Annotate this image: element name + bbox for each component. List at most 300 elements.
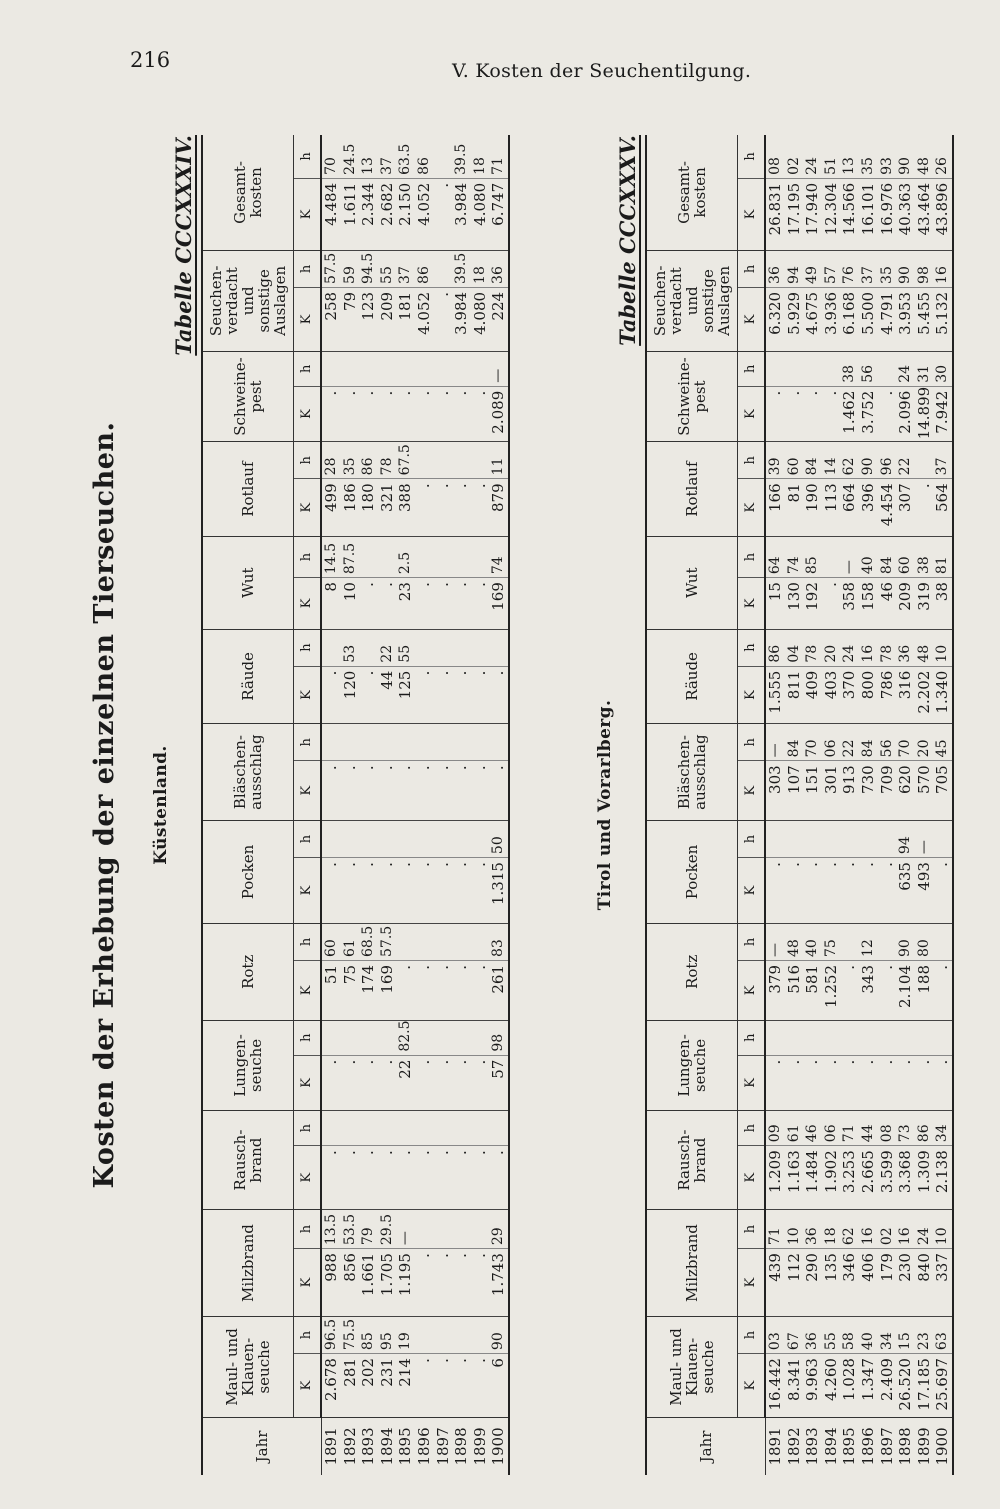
heller-cell: 18 xyxy=(822,1210,841,1249)
heller-cell: 83 xyxy=(489,923,509,960)
kronen-cell: 151 xyxy=(803,761,822,821)
kronen-cell: . xyxy=(415,386,434,442)
heller-cell: 78 xyxy=(878,629,897,666)
unit-header-k: K xyxy=(738,1146,766,1210)
table-row xyxy=(471,135,490,1475)
kronen-cell: . xyxy=(415,1354,434,1418)
heller-cell: 03 xyxy=(765,1317,785,1354)
kronen-cell: 125 xyxy=(396,666,415,724)
kronen-cell: 179 xyxy=(878,1249,897,1317)
heller-cell xyxy=(452,629,471,666)
kronen-cell: 4.791 xyxy=(878,287,897,351)
heller-cell: 14.5 xyxy=(321,536,341,577)
kronen-cell: 2.202 xyxy=(915,666,934,724)
heller-cell: 55 xyxy=(822,1317,841,1354)
heller-cell: 90 xyxy=(489,1317,509,1354)
heller-cell: 86 xyxy=(765,629,785,666)
heller-cell: 61 xyxy=(341,923,360,960)
kronen-cell: 281 xyxy=(341,1354,360,1418)
heller-cell xyxy=(489,629,509,666)
table-row xyxy=(415,135,434,1475)
kronen-cell: . xyxy=(471,386,490,442)
table-row xyxy=(803,135,822,1475)
kronen-cell: . xyxy=(359,1055,378,1111)
kronen-cell: . xyxy=(452,666,471,724)
kronen-cell: . xyxy=(452,960,471,1020)
kronen-cell: . xyxy=(933,1055,953,1111)
heller-cell: 48 xyxy=(915,629,934,666)
kronen-cell: . xyxy=(396,761,415,821)
kronen-cell: 4.454 xyxy=(878,479,897,537)
kronen-cell: . xyxy=(471,666,490,724)
kronen-cell: 879 xyxy=(489,479,509,537)
kronen-cell: . xyxy=(359,578,378,629)
heller-cell xyxy=(359,536,378,577)
heller-cell xyxy=(341,1020,360,1055)
unit-header-k: K xyxy=(294,1249,322,1317)
heller-cell: 80 xyxy=(915,923,934,960)
heller-cell: 38 xyxy=(915,536,934,577)
kronen-cell: . xyxy=(822,858,841,924)
heller-cell: 74 xyxy=(785,536,804,577)
unit-header-k: K xyxy=(738,858,766,924)
unit-header-h: h xyxy=(738,1111,766,1146)
heller-cell xyxy=(378,536,397,577)
kronen-cell: 1.462 xyxy=(840,386,859,442)
unit-header-h: h xyxy=(294,442,322,479)
heller-cell xyxy=(359,724,378,761)
heller-cell: 90 xyxy=(896,135,915,178)
kronen-cell: 113 xyxy=(822,479,841,537)
kronen-cell: . xyxy=(765,386,785,442)
heller-cell xyxy=(378,724,397,761)
heller-cell xyxy=(321,351,341,386)
heller-cell: 10 xyxy=(933,1210,953,1249)
kronen-cell: . xyxy=(415,960,434,1020)
heller-cell: 10 xyxy=(933,629,953,666)
page-title: Kosten der Erhebung der einzelnen Tierseuchen. xyxy=(89,421,120,1189)
kronen-cell: 4.052 xyxy=(415,287,434,351)
kronen-cell: 346 xyxy=(840,1249,859,1317)
running-head: V. Kosten der Seuchentilgung. xyxy=(452,60,752,82)
heller-cell: 81 xyxy=(933,536,953,577)
heller-cell xyxy=(415,724,434,761)
heller-cell: 02 xyxy=(785,135,804,178)
heller-cell xyxy=(452,1020,471,1055)
table-row xyxy=(434,135,453,1475)
heller-cell xyxy=(489,1111,509,1146)
heller-cell: 63.5 xyxy=(396,135,415,178)
unit-header-k: K xyxy=(294,287,322,351)
page-number: 216 xyxy=(130,48,171,72)
heller-cell xyxy=(341,1111,360,1146)
heller-cell xyxy=(765,821,785,858)
heller-cell: 96.5 xyxy=(321,1317,341,1354)
kronen-cell: . xyxy=(803,858,822,924)
table-row xyxy=(489,135,509,1475)
heller-cell xyxy=(378,821,397,858)
unit-header-k: K xyxy=(294,666,322,724)
heller-cell: 49 xyxy=(803,250,822,287)
heller-cell xyxy=(785,1020,804,1055)
kronen-cell: 2.104 xyxy=(896,960,915,1020)
kronen-cell: 4.080 xyxy=(471,178,490,250)
kronen-cell: . xyxy=(321,858,341,924)
kronen-cell: 988 xyxy=(321,1249,341,1317)
heller-cell: 73 xyxy=(896,1111,915,1146)
heller-cell xyxy=(471,923,490,960)
kronen-cell: . xyxy=(378,578,397,629)
kronen-cell: . xyxy=(378,858,397,924)
kronen-cell: 4.080 xyxy=(471,287,490,351)
heller-cell xyxy=(489,724,509,761)
heller-cell: 34 xyxy=(878,1317,897,1354)
heller-cell: 20 xyxy=(822,629,841,666)
kronen-cell: . xyxy=(878,386,897,442)
heller-cell: 39 xyxy=(765,442,785,479)
heller-cell: 15 xyxy=(896,1317,915,1354)
column-header: Räude xyxy=(202,629,294,724)
kronen-cell: 388 xyxy=(396,479,415,537)
heller-cell: 79 xyxy=(359,1210,378,1249)
year-cell: 1893 xyxy=(359,1417,378,1475)
heller-cell xyxy=(878,923,897,960)
heller-cell: 29.5 xyxy=(378,1210,397,1249)
kronen-cell: 8.341 xyxy=(785,1354,804,1418)
kronen-cell: 209 xyxy=(378,287,397,351)
table-row xyxy=(785,135,804,1475)
kronen-cell: . xyxy=(471,578,490,629)
heller-cell: 96 xyxy=(878,442,897,479)
kronen-cell: 1.611 xyxy=(341,178,360,250)
heller-cell: 70 xyxy=(896,724,915,761)
heller-cell: 45 xyxy=(933,724,953,761)
heller-cell: 87.5 xyxy=(341,536,360,577)
unit-header-k: K xyxy=(738,761,766,821)
kronen-cell: . xyxy=(822,386,841,442)
kronen-cell: . xyxy=(434,386,453,442)
table-row xyxy=(321,135,341,1475)
kronen-cell: 23 xyxy=(396,578,415,629)
heller-cell: 18 xyxy=(471,135,490,178)
unit-header-k: K xyxy=(738,960,766,1020)
kronen-cell: . xyxy=(840,960,859,1020)
heller-cell: 94 xyxy=(896,821,915,858)
heller-cell: 71 xyxy=(489,135,509,178)
heller-cell xyxy=(471,724,490,761)
column-header: Rausch- brand xyxy=(202,1111,294,1210)
cost-table-tirol xyxy=(645,135,954,1475)
heller-cell xyxy=(434,250,453,287)
heller-cell xyxy=(415,821,434,858)
kronen-cell: . xyxy=(415,1249,434,1317)
kronen-cell: 17.195 xyxy=(785,178,804,250)
heller-cell xyxy=(803,351,822,386)
heller-cell xyxy=(378,351,397,386)
column-header: Rotlauf xyxy=(202,442,294,537)
kronen-cell: 2.138 xyxy=(933,1146,953,1210)
year-cell: 1895 xyxy=(396,1417,415,1475)
kronen-cell: 3.984 xyxy=(452,178,471,250)
kronen-cell: . xyxy=(878,1055,897,1111)
heller-cell: 36 xyxy=(765,250,785,287)
kronen-cell: 6.747 xyxy=(489,178,509,250)
kronen-cell: . xyxy=(359,1146,378,1210)
unit-header-h: h xyxy=(738,1317,766,1354)
heller-cell: 14 xyxy=(822,442,841,479)
heller-cell: 23 xyxy=(915,1317,934,1354)
kronen-cell: 2.096 xyxy=(896,386,915,442)
kronen-cell: 1.555 xyxy=(765,666,785,724)
heller-cell xyxy=(452,1317,471,1354)
kronen-cell: 319 xyxy=(915,578,934,629)
heller-cell xyxy=(765,1020,785,1055)
column-header: Gesamt- kosten xyxy=(646,135,738,250)
column-header: Maul- und Klauen- seuche xyxy=(202,1317,294,1418)
heller-cell xyxy=(471,1317,490,1354)
heller-cell xyxy=(396,724,415,761)
unit-header-k: K xyxy=(294,858,322,924)
year-cell: 1891 xyxy=(765,1417,785,1475)
table-label-cccxxxiv: Tabelle CCCXXXIV. xyxy=(171,135,196,356)
kronen-cell: . xyxy=(321,1055,341,1111)
kronen-cell: . xyxy=(359,386,378,442)
kronen-cell: 343 xyxy=(859,960,878,1020)
heller-cell: 44 xyxy=(859,1111,878,1146)
kronen-cell: 25.697 xyxy=(933,1354,953,1418)
kronen-cell: 120 xyxy=(341,666,360,724)
heller-cell xyxy=(378,1111,397,1146)
kronen-cell: 209 xyxy=(896,578,915,629)
kronen-cell: . xyxy=(840,858,859,924)
heller-cell: 71 xyxy=(840,1111,859,1146)
heller-cell: 74 xyxy=(489,536,509,577)
kronen-cell: 6.168 xyxy=(840,287,859,351)
heller-cell: 86 xyxy=(915,1111,934,1146)
heller-cell xyxy=(434,442,453,479)
heller-cell: 62 xyxy=(840,1210,859,1249)
column-header: Rotz xyxy=(646,923,738,1020)
heller-cell xyxy=(915,442,934,479)
kronen-cell: . xyxy=(452,1354,471,1418)
kronen-cell: . xyxy=(341,1146,360,1210)
kronen-cell: . xyxy=(489,666,509,724)
kronen-cell: . xyxy=(471,960,490,1020)
kronen-cell: . xyxy=(822,578,841,629)
kronen-cell: 1.028 xyxy=(840,1354,859,1418)
heller-cell: 67 xyxy=(785,1317,804,1354)
kronen-cell: . xyxy=(452,1249,471,1317)
heller-cell: 29 xyxy=(489,1210,509,1249)
heller-cell xyxy=(434,923,453,960)
kronen-cell: . xyxy=(434,1354,453,1418)
kronen-cell: 5.132 xyxy=(933,287,953,351)
heller-cell: 84 xyxy=(878,536,897,577)
kronen-cell: 51 xyxy=(321,960,341,1020)
kronen-cell: 4.052 xyxy=(415,178,434,250)
kronen-cell: 57 xyxy=(489,1055,509,1111)
kronen-cell: . xyxy=(822,1055,841,1111)
kronen-cell: 3.984 xyxy=(452,287,471,351)
kronen-cell: . xyxy=(471,1354,490,1418)
unit-header-k: K xyxy=(294,578,322,629)
kronen-cell: . xyxy=(321,386,341,442)
kronen-cell: 321 xyxy=(378,479,397,537)
kronen-cell: 3.368 xyxy=(896,1146,915,1210)
cost-table-kuestenland xyxy=(201,135,510,1475)
kronen-cell: 16.442 xyxy=(765,1354,785,1418)
kronen-cell: 230 xyxy=(896,1249,915,1317)
heller-cell xyxy=(434,1020,453,1055)
kronen-cell: . xyxy=(341,858,360,924)
kronen-cell: 1.195 xyxy=(396,1249,415,1317)
year-cell: 1891 xyxy=(321,1417,341,1475)
heller-cell: 36 xyxy=(803,1210,822,1249)
kronen-cell: 499 xyxy=(321,479,341,537)
unit-header-h: h xyxy=(738,923,766,960)
heller-cell: — xyxy=(915,821,934,858)
heller-cell xyxy=(822,536,841,577)
column-header: Rotlauf xyxy=(646,442,738,537)
unit-header-k: K xyxy=(294,1146,322,1210)
kronen-cell: . xyxy=(434,479,453,537)
unit-header-k: K xyxy=(738,178,766,250)
kronen-cell: 370 xyxy=(840,666,859,724)
unit-header-k: K xyxy=(738,479,766,537)
heller-cell: 84 xyxy=(785,724,804,761)
heller-cell: 64 xyxy=(765,536,785,577)
heller-cell xyxy=(840,821,859,858)
column-header: Pocken xyxy=(646,821,738,924)
heller-cell: 68.5 xyxy=(359,923,378,960)
heller-cell: 04 xyxy=(785,629,804,666)
unit-header-h: h xyxy=(294,724,322,761)
kronen-cell: . xyxy=(415,1146,434,1210)
kronen-cell: 1.209 xyxy=(765,1146,785,1210)
kronen-cell: 493 xyxy=(915,858,934,924)
kronen-cell: . xyxy=(471,1055,490,1111)
kronen-cell: . xyxy=(434,666,453,724)
kronen-cell: . xyxy=(452,1055,471,1111)
kronen-cell: . xyxy=(859,1055,878,1111)
heller-cell: — xyxy=(396,1210,415,1249)
column-header: Rotz xyxy=(202,923,294,1020)
kronen-cell: 913 xyxy=(840,761,859,821)
heller-cell: 24 xyxy=(896,351,915,386)
kronen-cell: 43.464 xyxy=(915,178,934,250)
unit-header-k: K xyxy=(738,1249,766,1317)
kronen-cell: . xyxy=(396,386,415,442)
kronen-cell: . xyxy=(434,858,453,924)
kronen-cell: 1.315 xyxy=(489,858,509,924)
kronen-cell: . xyxy=(415,666,434,724)
unit-header-k: K xyxy=(738,666,766,724)
heller-cell xyxy=(434,1111,453,1146)
heller-cell xyxy=(359,821,378,858)
unit-header-k: K xyxy=(294,960,322,1020)
heller-cell xyxy=(471,442,490,479)
heller-cell: 48 xyxy=(785,923,804,960)
kronen-cell: 709 xyxy=(878,761,897,821)
column-header: Schweine- pest xyxy=(646,351,738,442)
kronen-cell: 337 xyxy=(933,1249,953,1317)
kronen-cell: 231 xyxy=(378,1354,397,1418)
heller-cell xyxy=(452,442,471,479)
kronen-cell: 81 xyxy=(785,479,804,537)
kronen-cell: 1.661 xyxy=(359,1249,378,1317)
unit-header-k: K xyxy=(294,1354,322,1418)
unit-header-h: h xyxy=(738,724,766,761)
table-row xyxy=(378,135,397,1475)
heller-cell: — xyxy=(765,923,785,960)
heller-cell xyxy=(471,1210,490,1249)
unit-header-k: K xyxy=(738,578,766,629)
kronen-cell: 9.963 xyxy=(803,1354,822,1418)
kronen-cell: 12.304 xyxy=(822,178,841,250)
year-cell: 1900 xyxy=(933,1417,953,1475)
unit-header-h: h xyxy=(294,1111,322,1146)
heller-cell: 26 xyxy=(933,135,953,178)
heller-cell: 40 xyxy=(859,1317,878,1354)
heller-cell: 11 xyxy=(489,442,509,479)
kronen-cell: 186 xyxy=(341,479,360,537)
kronen-cell: 44 xyxy=(378,666,397,724)
heller-cell: 19 xyxy=(396,1317,415,1354)
heller-cell xyxy=(471,536,490,577)
heller-cell: 10 xyxy=(785,1210,804,1249)
heller-cell xyxy=(341,351,360,386)
year-cell: 1899 xyxy=(471,1417,490,1475)
kronen-cell: . xyxy=(785,386,804,442)
heller-cell xyxy=(396,923,415,960)
kronen-cell: . xyxy=(341,761,360,821)
kronen-cell: 3.752 xyxy=(859,386,878,442)
kronen-cell: . xyxy=(341,386,360,442)
kronen-cell: 811 xyxy=(785,666,804,724)
kronen-cell: 301 xyxy=(822,761,841,821)
heller-cell xyxy=(896,1020,915,1055)
kronen-cell: 17.185 xyxy=(915,1354,934,1418)
table-row xyxy=(840,135,859,1475)
kronen-cell: 4.484 xyxy=(321,178,341,250)
kronen-cell: 16.976 xyxy=(878,178,897,250)
kronen-cell: 188 xyxy=(915,960,934,1020)
unit-header-h: h xyxy=(294,1317,322,1354)
heller-cell: 13 xyxy=(359,135,378,178)
kronen-cell: . xyxy=(471,858,490,924)
year-cell: 1898 xyxy=(896,1417,915,1475)
unit-header-h: h xyxy=(294,351,322,386)
heller-cell: 84 xyxy=(859,724,878,761)
heller-cell: 50 xyxy=(489,821,509,858)
kronen-cell: 635 xyxy=(896,858,915,924)
heller-cell xyxy=(396,1111,415,1146)
heller-cell xyxy=(415,1317,434,1354)
kronen-cell: 6 xyxy=(489,1354,509,1418)
heller-cell xyxy=(452,536,471,577)
heller-cell: 82.5 xyxy=(396,1020,415,1055)
kronen-cell: 75 xyxy=(341,960,360,1020)
kronen-cell: . xyxy=(415,479,434,537)
table-row xyxy=(359,135,378,1475)
column-header-year: Jahr xyxy=(646,1417,765,1475)
year-cell: 1895 xyxy=(840,1417,859,1475)
kronen-cell: 406 xyxy=(859,1249,878,1317)
kronen-cell: 800 xyxy=(859,666,878,724)
heller-cell xyxy=(471,1111,490,1146)
heller-cell xyxy=(471,351,490,386)
kronen-cell: 5.929 xyxy=(785,287,804,351)
